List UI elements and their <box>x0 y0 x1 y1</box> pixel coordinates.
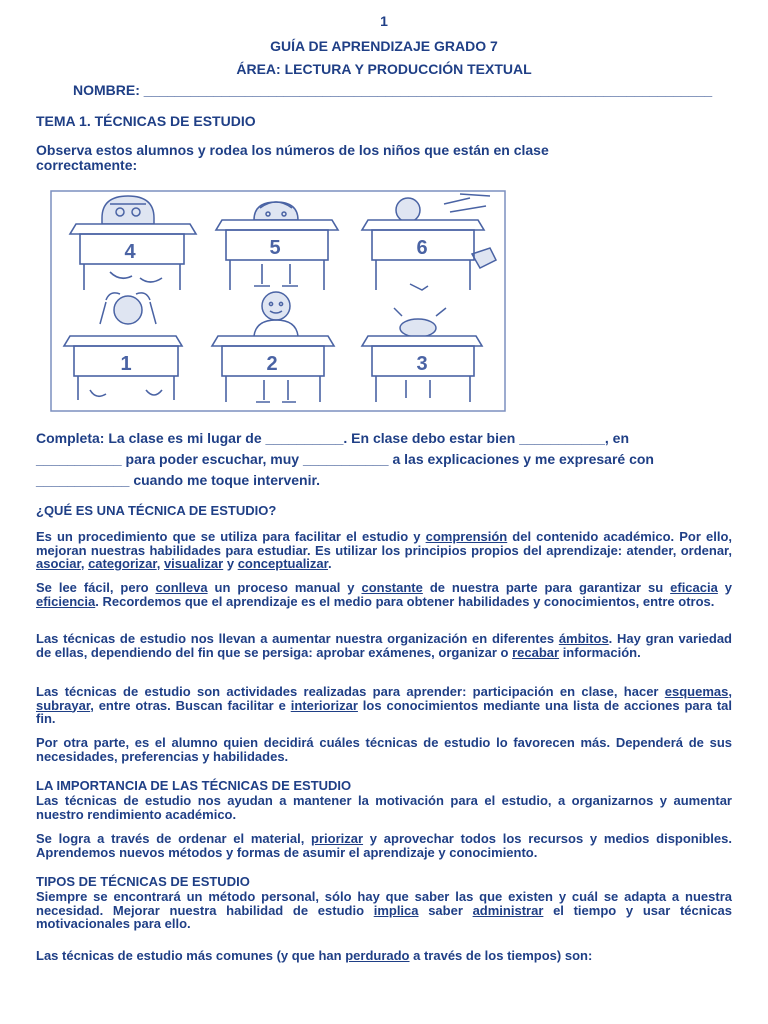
p7-text-a: Se logra a través de ordenar el material, <box>36 831 312 846</box>
completion-line-1: Completa: La clase es mi lugar de __________. En clase debo estar bien ___________, en <box>36 430 629 446</box>
p3-term-ambitos: ámbitos <box>558 631 609 646</box>
p1-text-a: Es un procedimiento que se utiliza para facilitar el estudio y <box>36 529 426 544</box>
p4-term-esquemas: esquemas <box>664 684 729 699</box>
paragraph-3 <box>36 632 732 659</box>
p3-text-c: información. <box>559 644 641 660</box>
p3-text-a: Las técnicas de estudio nos llevan a aumentar nuestra organización en diferentes <box>36 631 559 646</box>
p2-term-constante: constante <box>361 580 423 595</box>
paragraph-6: Las técnicas de estudio nos ayudan a mantener la motivación para el estudio, a organizarnos y aumentar nuestro rendimiento académico. <box>36 793 732 822</box>
p1-text-f: . <box>328 556 332 571</box>
p4-text-b: , <box>728 684 732 699</box>
p8-text-c: el tiempo y usar técnicas motivacionales para ello. <box>36 902 733 931</box>
p1-text-e: y <box>223 556 238 571</box>
p8-term-administrar: administrar <box>472 902 544 918</box>
p8-term-implica: implica <box>373 902 419 918</box>
p2-text-c: de nuestra parte para garantizar su <box>422 580 671 595</box>
desk-number-4: 4 <box>124 241 136 263</box>
p9-term-perdurado: perdurado <box>345 948 410 963</box>
p1-term-comprension: comprensión <box>425 529 508 544</box>
desk-number-5: 5 <box>269 237 281 259</box>
p1-term-asociar: asociar <box>36 556 81 571</box>
desk-number-3: 3 <box>416 353 428 375</box>
p1-text-b: del contenido académico. Por ello, mejoran nuestras habilidades para estudiar. Es utilizar los principios propios del aprendizaje: atender, ordenar, <box>36 529 732 558</box>
name-row <box>73 82 712 99</box>
p2-term-eficacia: eficacia <box>670 580 718 595</box>
paragraph-9 <box>36 949 732 963</box>
topic-title: TEMA 1. TÉCNICAS DE ESTUDIO <box>36 113 256 129</box>
p1-term-conceptualizar: conceptualizar <box>237 556 328 571</box>
student-4 <box>102 196 154 224</box>
p2-term-eficiencia: eficiencia <box>36 593 96 609</box>
desk-number-1: 1 <box>120 353 132 375</box>
p4-text-d: los conocimientos mediante una lista de acciones para tal fin. <box>36 697 733 726</box>
p7-text-b: y aprovechar todos los recursos y medios disponibles. Aprendemos nuevos métodos y formas de asumir el aprendizaje y conocimiento. <box>36 831 732 860</box>
p4-term-interiorizar: interiorizar <box>290 697 358 713</box>
p7-term-priorizar: priorizar <box>311 831 364 846</box>
section-heading-types: TIPOS DE TÉCNICAS DE ESTUDIO <box>36 874 250 889</box>
completion-line-2: ___________ para poder escuchar, muy ___________ a las explicaciones y me expresaré con <box>36 451 654 467</box>
p4-text-a: Las técnicas de estudio son actividades realizadas para aprender: participación en clase, hacer <box>36 684 665 699</box>
paragraph-1 <box>36 530 732 571</box>
page-number: 1 <box>380 13 388 29</box>
name-label: NOMBRE: <box>73 82 140 98</box>
p1-term-visualizar: visualizar <box>163 556 224 571</box>
desk-number-2: 2 <box>266 353 278 375</box>
instruction-line-2: correctamente: <box>36 157 138 173</box>
p1-text-d: , <box>156 556 164 571</box>
paragraph-8 <box>36 890 732 931</box>
p2-text-a: Se lee fácil, pero <box>36 580 156 595</box>
p4-text-c: , entre otras. Buscan facilitar e <box>90 697 291 713</box>
p1-text-c: , <box>80 556 89 571</box>
desk-number-6: 6 <box>416 237 428 259</box>
paragraph-4 <box>36 685 732 726</box>
paragraph-2 <box>36 581 732 608</box>
instruction-line-1: Observa estos alumnos y rodea los números de los niños que están en clase <box>36 142 549 158</box>
paragraph-7 <box>36 832 732 859</box>
p2-text-e: . Recordemos que el aprendizaje es el medio para obtener habilidades y conocimientos, entre otros. <box>95 593 715 609</box>
p8-text-b: saber <box>418 902 473 918</box>
section-heading-importance: LA IMPORTANCIA DE LAS TÉCNICAS DE ESTUDIO <box>36 778 352 793</box>
completion-line-3: ____________ cuando me toque intervenir. <box>36 472 321 488</box>
p8-text-a: Siempre se encontrará un método personal, sólo hay que saber las que existen y cuál se adapta a nuestra necesidad. Mejorar nuestra habilidad de estudio <box>36 889 732 918</box>
p2-term-conlleva: conlleva <box>155 580 208 595</box>
completion-exercise <box>36 428 736 491</box>
p3-text-b: . Hay gran variedad de ellas, dependiendo del fin que se persiga: aprobar exámenes, organizar o <box>36 631 732 660</box>
p4-term-subrayar: subrayar <box>36 697 91 713</box>
p9-text-b: a través de los tiempos) son: <box>409 948 593 963</box>
p1-term-categorizar: categorizar <box>88 556 157 571</box>
paragraph-5: Por otra parte, es el alumno quien decidirá cuáles técnicas de estudio lo favorecen más. Dependerá de sus necesidades, preferencias y habilidades. <box>36 735 732 764</box>
p9-text-a: Las técnicas de estudio más comunes (y que han <box>36 948 346 963</box>
subject-area: ÁREA: LECTURA Y PRODUCCIÓN TEXTUAL <box>236 61 532 77</box>
p2-text-d: y <box>717 580 733 595</box>
name-line: _________________________________________________________________________ <box>143 82 713 98</box>
p3-term-recabar: recabar <box>512 644 560 660</box>
students-desks-illustration <box>50 190 506 412</box>
guide-title: GUÍA DE APRENDIZAJE GRADO 7 <box>270 38 498 54</box>
p2-text-b: un proceso manual y <box>207 580 362 595</box>
section-heading-what: ¿QUÉ ES UNA TÉCNICA DE ESTUDIO? <box>36 503 277 518</box>
